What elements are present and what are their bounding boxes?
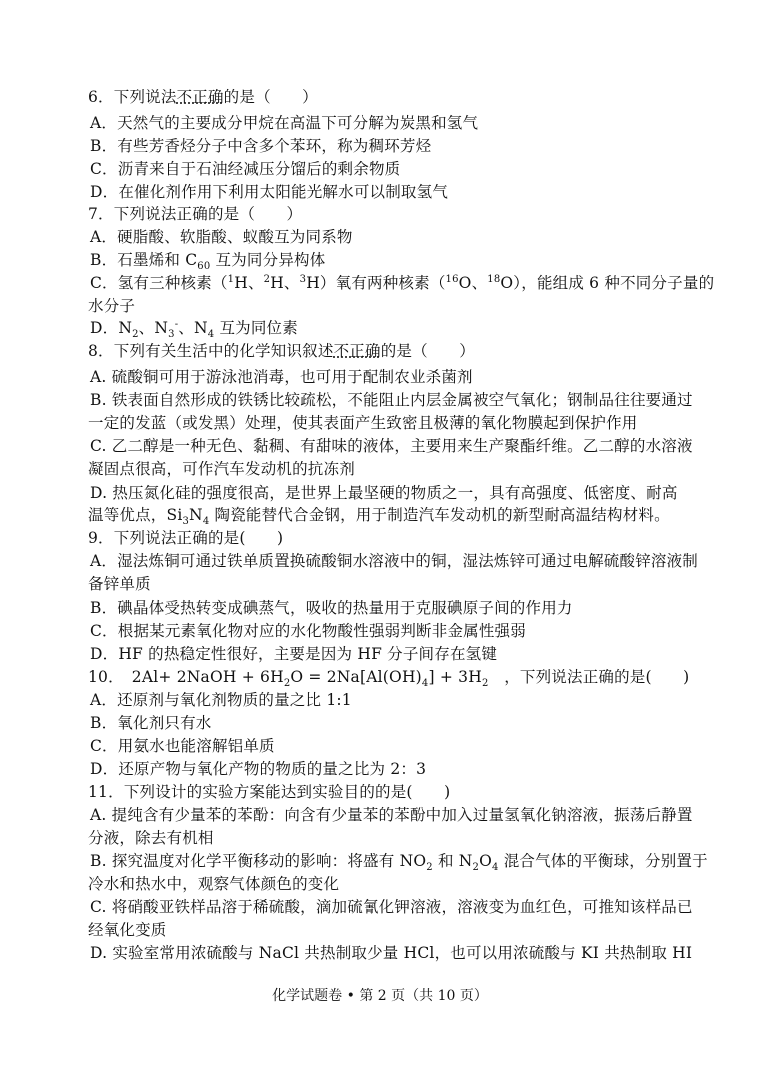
question-9-option-d: D．HF 的热稳定性很好，主要是因为 HF 分子间存在氢键 [90,645,498,663]
question-11-option-d: D. 实验室常用浓硫酸与 NaCl 共热制取少量 HCl，也可以用浓硫酸与 KI 共热制取 HI [90,944,693,962]
question-10-option-b: B．氧化剂只有水 [90,714,212,732]
question-9-option-c: C．根据某元素氧化物对应的水化物酸性强弱判断非金属性强弱 [90,622,526,640]
question-6-option-c: C．沥青来自于石油经减压分馏后的剩余物质 [90,160,401,178]
question-6-option-b: B．有些芳香烃分子中含多个苯环，称为稠环芳烃 [90,137,432,155]
question-11-option-a: A. 提纯含有少量苯的苯酚：向含有少量苯的苯酚中加入过量氢氧化钠溶液，振荡后静置 [90,806,693,824]
question-11-option-a-cont: 分液，除去有机相 [88,829,214,847]
question-8-option-b: B. 铁表面自然形成的铁锈比较疏松，不能阻止内层金属被空气氧化；钢制品往往要通过 [90,391,693,409]
question-7-option-c-cont: 水分子 [88,297,136,315]
question-8-option-b-cont: 一定的发蓝（或发黑）处理，使其表面产生致密且极薄的氧化物膜起到保护作用 [88,414,638,432]
emphasis-not-correct: 不正确 [176,88,224,106]
question-10-option-c: C．用氨水也能溶解铝单质 [90,737,275,755]
question-8-option-d-cont: 温等优点，$Si_3N_4$ 陶瓷能替代合金钢，用于制造汽车发动机的新型耐高温结构材料。 [88,506,670,528]
question-9-option-b: B．碘晶体受热转变成碘蒸气，吸收的热量用于克服碘原子间的作用力 [90,599,573,617]
question-9-option-a-cont: 备锌单质 [88,575,151,593]
question-10-stem: 10． 2Al+ 2NaOH + $6H_2O = 2Na[Al(OH)_4] + 3H_2$ ，下列说法正确的是( ) [88,668,690,690]
question-11-stem: 11．下列设计的实验方案能达到实验目的的是( ) [88,783,451,801]
question-11-option-c-cont: 经氧化变质 [88,921,167,939]
question-11-option-b-cont: 冷水和热水中，观察气体颜色的变化 [88,875,340,893]
question-10-option-a: A．还原剂与氧化剂物质的量之比 1:1 [90,691,352,709]
question-8-option-a: A. 硫酸铜可用于游泳池消毒，也可用于配制农业杀菌剂 [90,368,473,386]
question-9-option-a: A．湿法炼铜可通过铁单质置换硫酸铜水溶液中的铜，湿法炼锌可通过电解硫酸锌溶液制 [90,552,698,570]
question-6-option-a: A．天然气的主要成分甲烷在高温下可分解为炭黑和氢气 [90,114,479,132]
question-7-option-c: C．氢有三种核素（$^1$H、$^2$H、$^3$H）氧有两种核素（$^{16}$O、$^{18}$O），能组成 6 种不同分子量的 [90,273,715,292]
question-6-option-d: D．在催化剂作用下利用太阳能光解水可以制取氢气 [90,183,449,201]
question-11-option-c: C. 将硝酸亚铁样品溶于稀硫酸，滴加硫氰化钾溶液，溶液变为血红色，可推知该样品已 [90,898,693,916]
emphasis-not-correct: 不正确 [333,342,381,360]
question-8-option-c: C. 乙二醇是一种无色、黏稠、有甜味的液体，主要用来生产聚酯纤维。乙二醇的水溶液 [90,437,693,455]
question-10-option-d: D．还原产物与氧化产物的物质的量之比为 2：3 [90,760,427,778]
question-7-option-d: D．$N_2$、$N_3^-$、$N_4$ 互为同位素 [90,318,298,341]
question-7-option-a: A．硬脂酸、软脂酸、蚁酸互为同系物 [90,228,353,246]
question-7-stem: 7．下列说法正确的是（ ） [88,205,303,223]
question-8-stem: 8．下列有关生活中的化学知识叙述不正确的是（ ） [88,342,475,360]
question-7-option-b: B．石墨烯和 $C_{60}$ 互为同分异构体 [90,251,326,273]
page-footer: 化学试题卷 • 第 2 页（共 10 页） [272,988,488,1004]
question-9-stem: 9．下列说法正确的是( ) [88,529,284,547]
question-6-stem: 6．下列说法不正确的是（ ） [88,88,318,106]
question-8-option-c-cont: 凝固点很高，可作汽车发动机的抗冻剂 [88,460,355,478]
question-8-option-d: D. 热压氮化硅的强度很高，是世界上最坚硬的物质之一，具有高强度、低密度、耐高 [90,484,678,502]
question-11-option-b: B. 探究温度对化学平衡移动的影响：将盛有 $NO_2$ 和 $N_2O_4$ 混合气体的平衡球，分别置于 [90,852,708,874]
